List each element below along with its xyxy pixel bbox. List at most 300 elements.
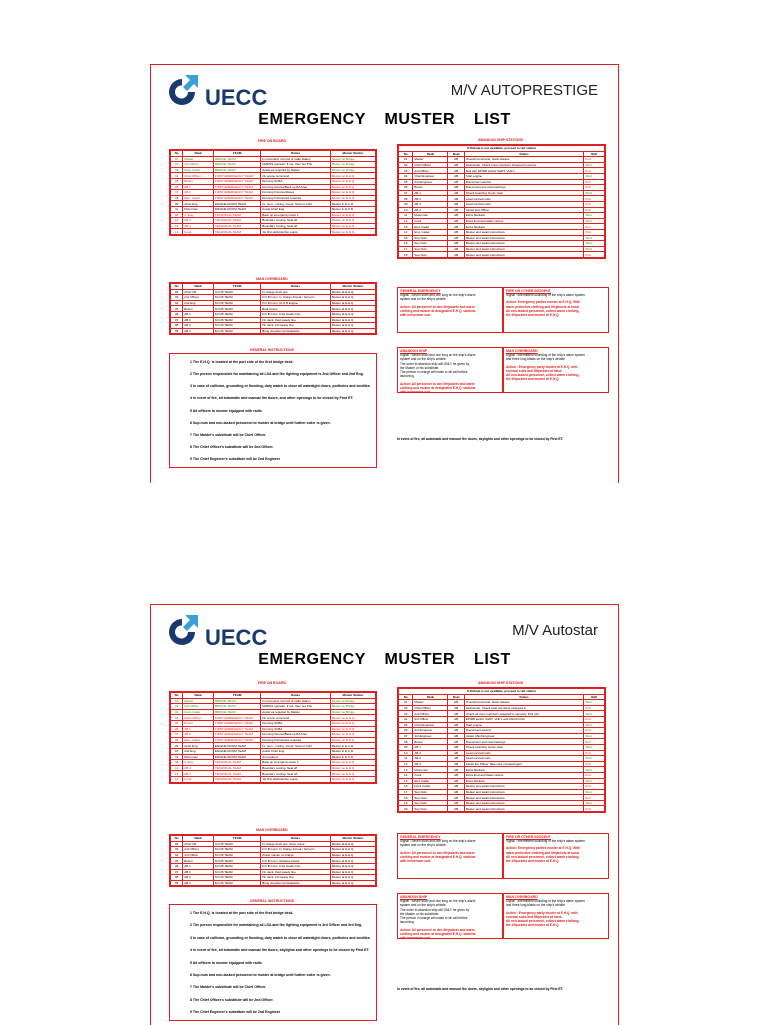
table-cell: AB: [448, 767, 464, 773]
table-cell: Chief Engineer: [413, 173, 448, 179]
table-cell: AB 3: [183, 765, 214, 771]
table-cell: 01: [399, 157, 413, 163]
table-cell: AB 3: [183, 218, 214, 224]
alarm-signal-line: The order to abandon ship will ONLY be given by: [400, 907, 470, 912]
table-cell: Port: [584, 207, 605, 213]
instruction-item: 6 Sup.num and non-tasked personnel to muster at bridge until further order is given.: [190, 420, 331, 425]
alarm-action-line: with immersion suit.: [400, 390, 431, 393]
table-cell: 03: [171, 847, 183, 853]
table-cell: Muster and await instructions: [464, 246, 583, 252]
table-cell: Muster on Bridge: [330, 709, 375, 715]
table-cell: M.O.B TEAM: [214, 300, 261, 306]
table-cell: FIRST EMERGENCY TEAM: [214, 720, 261, 726]
table-cell: EPIRB and/or SART, VHF's and AGGS brick: [464, 716, 583, 722]
column-header: Muster Station: [330, 151, 375, 157]
table-cell: 15: [399, 778, 413, 784]
table-cell: Muster at E.H.Q.: [330, 317, 375, 323]
table-cell: AB: [448, 772, 464, 778]
instruction-item: 6 Sup.num and non-tasked personnel to muster at bridge until further order is given.: [190, 972, 331, 977]
table-cell: AB: [448, 756, 464, 762]
table-cell: 3rd Officer: [183, 852, 214, 858]
table-cell: AB: [448, 168, 464, 174]
table-cell: 06: [171, 726, 183, 732]
table-cell: Muster on E.H.Q.: [330, 726, 375, 732]
table-cell: I/c. Gen., mixing, Ovspr, Team I/ CO2: [261, 201, 331, 207]
alarm-signal-line: Signal : Intermittent sounding of the ship's alarm system: [506, 353, 585, 357]
instruction-item: 8 The Chief Officer's substitute will be 2nd Officer.: [190, 444, 274, 449]
table-cell: Master: [183, 698, 214, 704]
table-cell: Muster on Bridge: [330, 167, 375, 173]
table-cell: M.O.B TEAM: [214, 289, 261, 295]
table-cell: Bosun: [183, 720, 214, 726]
table-cell: Disconnect electric: [464, 179, 583, 185]
table-cell: Helmsman, Check boat members strapped in: [464, 705, 583, 711]
alarm-signal-line: and three long blasts on the ship's whistle: [506, 903, 565, 908]
mob-table: [169, 834, 377, 887]
table-cell: AB: [448, 800, 464, 806]
table-cell: 04: [171, 715, 183, 721]
table-cell: Stbd: [584, 756, 605, 762]
table-cell: 05: [399, 722, 413, 728]
table-cell: Elec. Cadet: [183, 195, 214, 201]
table-cell: 3rd Engineer: [413, 733, 448, 739]
table-cell: Port: [584, 772, 605, 778]
table-cell: AB: [448, 201, 464, 207]
table-row: [171, 880, 376, 886]
alarm-action-line: All non-tasked personnel, collect warm clothing,: [506, 373, 580, 378]
table-cell: Muster at E.H.Q.: [330, 858, 375, 864]
table-cell: FIRST EMERGENCY TEAM: [214, 737, 261, 743]
table-cell: AB 1: [413, 190, 448, 196]
table-cell: BRIDGE TEAM: [214, 167, 261, 173]
table-cell: Cook: [413, 218, 448, 224]
table-cell: Lead survival suits: [464, 750, 583, 756]
table-cell: AB: [448, 761, 464, 767]
table-cell: 07: [399, 190, 413, 196]
table-cell: Assist the Officer Take care of passengers: [464, 761, 583, 767]
column-header: Muster Station: [330, 836, 375, 842]
table-cell: Muster and await instructions: [464, 806, 583, 812]
table-cell: Bosun: [413, 185, 448, 191]
table-cell: 17: [399, 246, 413, 252]
table-cell: F.O.B Conn. In charge & boat / helmsm: [261, 295, 331, 301]
table-cell: Bosun: [183, 178, 214, 184]
table-cell: 10: [171, 748, 183, 754]
table-cell: As required: [261, 754, 331, 760]
column-header: No: [399, 151, 413, 157]
alarm-title: FIRE OR OTHER INCIDENT: [506, 289, 551, 293]
table-cell: 08: [171, 875, 183, 881]
table-cell: AB: [448, 173, 464, 179]
general-instructions-box: [169, 353, 377, 468]
alarm-title: GENERAL EMERGENCY: [400, 835, 441, 839]
table-cell: F.O.B Conn. M.O.B Engine: [261, 300, 331, 306]
column-header: Duties: [261, 284, 331, 290]
column-header: No: [171, 284, 183, 290]
table-cell: AB: [448, 224, 464, 230]
table-cell: AB: [448, 162, 464, 168]
table-cell: 03: [171, 709, 183, 715]
table-cell: 07: [171, 190, 183, 196]
table-cell: TECHNICAL TEAM: [214, 776, 261, 782]
abandon-section-title: ABANDON SHIP STATIONS: [477, 681, 524, 685]
alarm-signal-line: Signal : Intermittent sounding of the ship's alarm system: [506, 899, 585, 903]
table-cell: Port: [584, 795, 605, 801]
table-cell: GMDSS operator. If not, then per Prio: [261, 704, 331, 710]
table-cell: TECHNICAL TEAM: [214, 223, 261, 229]
table-cell: Boat Crane: [261, 306, 331, 312]
table-cell: 04: [399, 173, 413, 179]
table-cell: Port: [584, 716, 605, 722]
table-cell: 2nd Officer: [183, 295, 214, 301]
alarm-signal-line: Signal : Seven short and one long on the ship's alarm: [400, 293, 476, 297]
table-cell: Donning fixtures/Back up BA boat: [261, 732, 331, 738]
alarm-signal-line: and three long blasts on the ship's whistle: [506, 357, 565, 362]
table-cell: AB: [448, 789, 464, 795]
table-cell: Muster at E.H.Q.: [330, 300, 375, 306]
table-cell: Muster on E.H.Q.: [330, 732, 375, 738]
table-cell: Assist Chief Engineer: [464, 733, 583, 739]
table-cell: AB: [448, 795, 464, 801]
table-cell: Donning SCBA: [261, 720, 331, 726]
table-cell: AB 2: [413, 196, 448, 202]
table-cell: Donning SCBA: [261, 178, 331, 184]
table-row: [399, 252, 605, 258]
table-cell: On deck. Aft steady line: [261, 875, 331, 881]
alarm-action-line: Action: All personnel to don lifejackets and warm: [400, 304, 475, 309]
table-cell: 17: [399, 789, 413, 795]
column-header: No: [171, 836, 183, 842]
table-cell: Muster on E.H.Q.: [330, 776, 375, 782]
table-cell: 04: [171, 852, 183, 858]
table-cell: Muster in E.C.R.: [330, 206, 375, 212]
mob-table-grid: [170, 283, 376, 334]
abandon-table-grid: [398, 145, 605, 258]
table-cell: FIRST EMERGENCY TEAM: [214, 184, 261, 190]
table-cell: 18: [399, 795, 413, 801]
table-cell: 08: [399, 196, 413, 202]
instruction-item: 7 The Master's substitute will be Chief Officer.: [190, 432, 267, 437]
table-cell: 14: [399, 229, 413, 235]
table-cell: 13: [399, 224, 413, 230]
table-cell: Master: [183, 156, 214, 162]
general-instructions-box: [169, 904, 377, 1021]
table-cell: 2nd Eng.: [183, 300, 214, 306]
column-header: TEAM: [214, 284, 261, 290]
column-header: No: [171, 151, 183, 157]
table-cell: 11: [399, 213, 413, 219]
table-cell: Chief Officer: [413, 162, 448, 168]
column-header: Duties: [261, 151, 331, 157]
table-cell: 2nd Officer: [183, 162, 214, 168]
table-cell: Lead survival suits: [464, 196, 583, 202]
table-cell: Donning fixtures/Back up BA boat: [261, 184, 331, 190]
logo-swoosh-icon: [165, 613, 201, 647]
table-cell: Stbd: [584, 246, 605, 252]
table-cell: Start engine: [464, 722, 583, 728]
general-instructions-title: GENERAL INSTRUCTIONS: [249, 348, 295, 352]
table-cell: TECHNICAL TEAM: [214, 229, 261, 235]
table-cell: Muster on Bridge: [330, 156, 375, 162]
table-cell: 12: [399, 761, 413, 767]
table-cell: FIRST EMERGENCY TEAM: [214, 726, 261, 732]
table-cell: ENGINE ROOM TEAM: [214, 201, 261, 207]
abandon-table: [397, 144, 606, 259]
instruction-item: 5 All officers to muster equipped with radio: [190, 960, 262, 965]
table-cell: Muster at E.H.Q.: [330, 306, 375, 312]
table-cell: M.O.B TEAM: [214, 311, 261, 317]
table-cell: AB: [448, 179, 464, 185]
table-cell: 08: [171, 323, 183, 329]
table-cell: Muster and await instructions: [464, 252, 583, 258]
table-cell: 06: [399, 728, 413, 734]
table-cell: Port: [584, 728, 605, 734]
alarm-action-line: All non-tasked personnel, collect warm clothing,: [506, 308, 580, 313]
table-cell: Sup.Num.: [413, 800, 448, 806]
table-cell: AB 1: [183, 184, 214, 190]
table-cell: Boundary cooling, Seal off: [261, 765, 331, 771]
alarm-signal-line: The order to abandon ship will ONLY be given by: [400, 361, 470, 366]
table-cell: Muster at E.H.Q.: [330, 863, 375, 869]
instruction-item: 2 The person responsible for maintaining all LSA and fire fighting equipment is 3rd Officer and 3rd Eng.: [190, 923, 363, 928]
table-cell: 08: [171, 760, 183, 766]
table-cell: FIRST EMERGENCY TEAM: [214, 715, 261, 721]
column-header: No: [171, 693, 183, 699]
table-cell: Muster on E.H.Q.: [330, 765, 375, 771]
table-cell: 14: [171, 229, 183, 235]
table-cell: F.O.B Conn. Release hooks: [261, 858, 331, 864]
table-cell: 04: [171, 173, 183, 179]
table-cell: Boundary cooling, Seal off: [261, 218, 331, 224]
table-cell: Port: [584, 806, 605, 812]
alarm-signal-line: system and on the ship's whistle.: [400, 903, 447, 908]
table-cell: Assist 2nd Officer: [464, 207, 583, 213]
table-cell: BRIDGE TEAM: [214, 156, 261, 162]
table-cell: Sup.Num.: [413, 789, 448, 795]
table-cell: M.O.B TEAM: [214, 295, 261, 301]
table-cell: Port: [584, 229, 605, 235]
table-cell: AB: [448, 235, 464, 241]
table-cell: Boundary cooling, Seal off: [261, 223, 331, 229]
table-cell: Stbd: [584, 711, 605, 717]
table-cell: Check boarding hooks clear: [464, 744, 583, 750]
column-header: Raft: [584, 151, 605, 157]
alarm-action-line: Action: Emergency parties muster at E.H.Q. With: [506, 846, 580, 851]
table-cell: M.O.B TEAM: [214, 852, 261, 858]
table-cell: AB: [448, 157, 464, 163]
table-cell: 01: [171, 698, 183, 704]
table-cell: 08: [171, 212, 183, 218]
table-cell: Chief Officer: [183, 715, 214, 721]
table-cell: 14: [171, 776, 183, 782]
page-title: EMERGENCY MUSTER LIST: [258, 651, 511, 668]
instruction-item: 7 The Master's substitute will be Chief Officer.: [190, 985, 267, 990]
instruction-item: 4 In event of fire, all automatic and manual fire doors, and other openings to be closed by First ET.: [190, 396, 354, 401]
table-cell: Port: [584, 750, 605, 756]
alarm-signal-line: the Master or his substitute.: [400, 911, 440, 916]
table-cell: Elec Cadet: [413, 778, 448, 784]
table-cell: Deck Cadet: [183, 709, 214, 715]
table-cell: 10: [399, 207, 413, 213]
table-cell: On deck. Aft steady line: [261, 323, 331, 329]
table-cell: Port: [584, 168, 605, 174]
table-cell: Donning Fixtures/As required: [261, 737, 331, 743]
table-cell: Lead survival suits: [464, 201, 583, 207]
table-cell: 04: [399, 716, 413, 722]
table-cell: Chief Eng.: [183, 201, 214, 207]
abandon-subheader: If lifeboat is not available, proceed to raft station: [399, 146, 605, 152]
alarm-abandon-ship: [397, 347, 503, 393]
table-cell: Eng. Cadet: [413, 229, 448, 235]
table-cell: 11: [171, 754, 183, 760]
table-cell: Master: [413, 157, 448, 163]
table-cell: Motorman: [183, 206, 214, 212]
table-row: [171, 328, 376, 334]
table-cell: GMDSS operator. If not, then per Prio: [261, 162, 331, 168]
table-cell: I/c. Gen., mixing, Ovspr, Team I/ CO2: [261, 743, 331, 749]
instruction-item: 9 The Chief Engineer's substitute will be 2nd Engineer: [190, 457, 281, 461]
alarm-title: MAN OVERBOARD: [506, 895, 538, 899]
table-cell: Disconnect electric: [464, 728, 583, 734]
table-cell: M.O.B TEAM: [214, 875, 261, 881]
table-cell: Bosun: [413, 739, 448, 745]
alarm-man-overboard: [503, 347, 609, 393]
alarm-action-line: the lifejackets and muster at E.H.Q.: [506, 377, 560, 382]
table-cell: F.O.B Conn. Fwd steady line: [261, 863, 331, 869]
table-cell: Port: [584, 196, 605, 202]
table-cell: AB 1: [183, 726, 214, 732]
vessel-name: M/V AUTOPRESTIGE: [450, 82, 598, 99]
muster-sheet: [150, 604, 619, 1025]
alarm-action-line: warm protective clothing and lifejackets at hand.: [506, 304, 580, 309]
table-cell: 02: [399, 162, 413, 168]
table-cell: 1st first aid/stretcher equip.: [261, 229, 331, 235]
logo-text: UECC: [205, 85, 268, 110]
alarm-action-line: Action: All personnel to don lifejackets and warm: [400, 927, 475, 932]
table-cell: AB: [448, 778, 464, 784]
table-cell: Assist master on bridge: [261, 852, 331, 858]
alarm-action-line: warm protective clothing and lifejackets at hand.: [506, 850, 580, 855]
table-cell: 3rd Officer: [413, 716, 448, 722]
table-cell: 01: [171, 156, 183, 162]
alarm-signal-line: launching.: [400, 920, 415, 925]
instruction-item: 3 In case of collision, grounding or flooding, duty watch to close all watertight doors, portholes and scuttles.: [190, 384, 371, 389]
table-cell: Muster and await instructions: [464, 241, 583, 247]
table-cell: 15: [399, 235, 413, 241]
table-cell: 02: [171, 162, 183, 168]
table-cell: Muster on E.H.Q.: [330, 190, 375, 196]
table-cell: 02: [171, 704, 183, 710]
fire-table: [169, 149, 377, 236]
table-cell: AB 4: [183, 771, 214, 777]
table-cell: Stbd: [584, 744, 605, 750]
table-cell: Muster at E.H.Q.: [330, 311, 375, 317]
column-header: Boat: [448, 694, 464, 700]
table-cell: Extra food and water rations: [464, 218, 583, 224]
table-cell: Motorman: [413, 767, 448, 773]
table-cell: 07: [171, 869, 183, 875]
table-cell: Chief Off.: [183, 289, 214, 295]
table-cell: AB 2: [413, 750, 448, 756]
table-cell: 13: [171, 223, 183, 229]
table-cell: 2nd Officer: [413, 168, 448, 174]
table-cell: Muster at E.H.Q.: [330, 869, 375, 875]
table-cell: Stbd: [584, 700, 605, 706]
table-cell: AB 3: [183, 323, 214, 329]
table-cell: Sup.Num.: [413, 241, 448, 247]
table-cell: AB: [448, 252, 464, 258]
fire-section-title: FIRE ON BOARD: [258, 681, 286, 685]
table-cell: 09: [171, 201, 183, 207]
alarm-action-line: clothing and muster at designated E.H.Q. stations: [400, 308, 476, 313]
table-cell: 06: [171, 863, 183, 869]
column-header: Boat: [448, 151, 464, 157]
column-header: Duties: [464, 694, 583, 700]
table-cell: Muster on E.H.Q.: [330, 223, 375, 229]
table-cell: 13: [171, 771, 183, 777]
alarm-action-line: All non-tasked personnel, collect warm clothing,: [506, 854, 580, 859]
alarm-title: ABANDON SHIP: [400, 349, 428, 353]
table-cell: M.O.B TEAM: [214, 858, 261, 864]
table-cell: 08: [171, 195, 183, 201]
table-cell: Chief Eng.: [183, 743, 214, 749]
alarm-action-line: Action : Emergency party muster at E.H.Q. with: [506, 364, 578, 369]
table-cell: 05: [171, 178, 183, 184]
table-cell: AB 4: [413, 761, 448, 767]
table-cell: Extra blankets: [464, 767, 583, 773]
table-cell: Bosun: [183, 858, 214, 864]
table-cell: Cook: [183, 229, 214, 235]
table-cell: Port: [584, 185, 605, 191]
table-cell: BRIDGE TEAM: [214, 162, 261, 168]
table-cell: In charge deck ops. Drive crane: [261, 841, 331, 847]
table-cell: 20: [399, 806, 413, 812]
table-cell: Muster on Bridge: [330, 162, 375, 168]
alarm-action-line: Action : Emergency party muster at E.H.Q. with: [506, 910, 578, 915]
table-cell: AB: [448, 207, 464, 213]
table-cell: 2nd Officer: [183, 704, 214, 710]
table-cell: Port: [584, 252, 605, 258]
table-cell: Muster on E.H.Q.: [330, 715, 375, 721]
instruction-item: 2 The person responsible for maintaining all LSA and fire fighting equipment is 2nd Officer and 2nd Eng.: [190, 372, 364, 377]
table-cell: AB: [448, 806, 464, 812]
table-cell: BRIDGE TEAM: [214, 704, 261, 710]
table-cell: Muster on E.H.Q.: [330, 720, 375, 726]
table-cell: AB 2: [183, 869, 214, 875]
table-cell: 06: [171, 184, 183, 190]
table-cell: AB: [448, 196, 464, 202]
table-cell: Elec Cadet: [413, 224, 448, 230]
table-cell: Stbd: [584, 767, 605, 773]
table-cell: Extra blankets: [464, 213, 583, 219]
table-cell: AB 3: [413, 756, 448, 762]
column-header: Rank: [183, 284, 214, 290]
table-cell: Assist Chief Eng.: [261, 748, 331, 754]
table-cell: Muster on E.H.Q.: [330, 184, 375, 190]
instruction-item: 3 In case of collision, grounding or flooding, duty watch to close all watertight doors, portholes and scuttles.: [190, 935, 371, 940]
table-cell: Muster on E.H.Q.: [330, 229, 375, 235]
table-cell: Disconnect and stow lashings: [464, 185, 583, 191]
fire-table-grid: [170, 150, 376, 235]
table-cell: 14: [399, 772, 413, 778]
table-cell: AB 2: [183, 317, 214, 323]
table-cell: AB 3: [413, 201, 448, 207]
logo-swoosh-icon: [165, 73, 201, 107]
table-cell: AB: [448, 213, 464, 219]
alarm-signal-line: The person in charge will make a roll call before: [400, 916, 468, 921]
table-cell: M.O.B TEAM: [214, 306, 261, 312]
table-cell: Port: [584, 157, 605, 163]
